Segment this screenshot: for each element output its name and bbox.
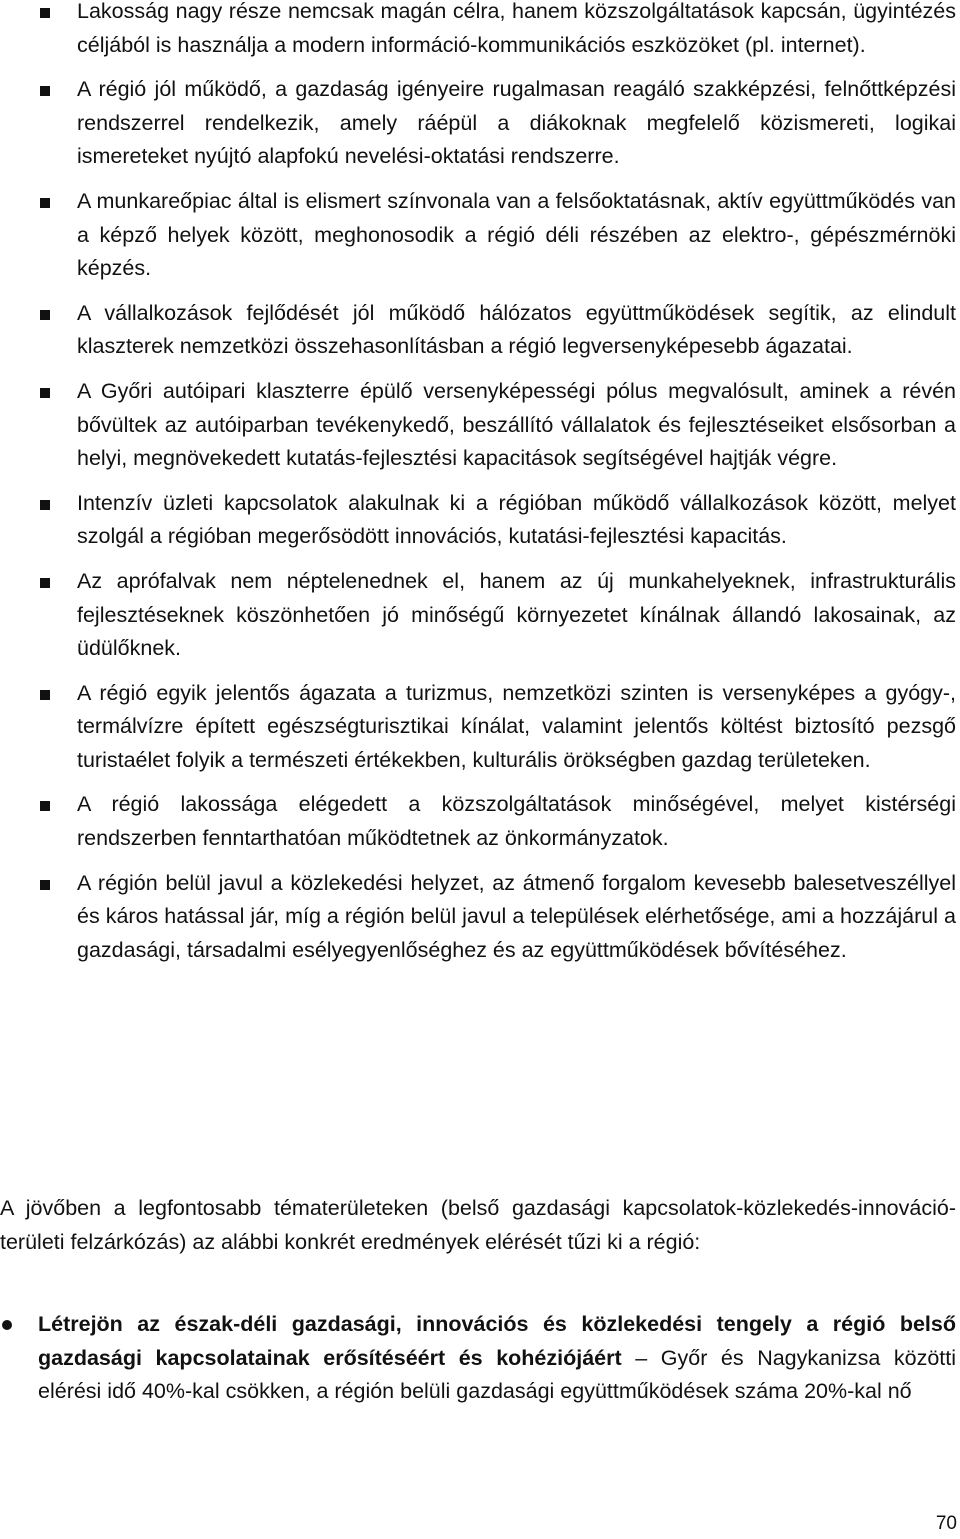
list-item	[0, 185, 960, 286]
page-number: 70	[935, 1513, 957, 1534]
list-item-text: A régió egyik jelentős ágazata a turizmus, nemzetközi szinten is versenyképes a gyógy-, termálvízre épített egészségturisztikai kínálat, valamint jelentős költést biztosító pezsgő turistaélet folyik a természeti értékekben, kulturális örökségben gazdag területeken.	[77, 680, 956, 772]
list-item-text: A régió jól működő, a gazdaság igényeire rugalmasan reagáló szakképzési, felnőttképzési rendszerrel rendelkezik, amely ráépül a diákoknak megfelelő közismereti, logikai ismereteket nyújtó alapfokú nevelési-oktatási rendszerre.	[77, 77, 956, 169]
square-bullet-icon	[40, 578, 50, 588]
square-bullet-icon	[40, 198, 50, 208]
list-item	[0, 1308, 960, 1409]
result-item-bold-text: Létrejön az észak-déli gazdasági, innovációs és közlekedési tengely a régió belső gazdasági kapcsolatainak erősítéséért és kohéziójáért	[38, 1312, 956, 1370]
list-item-text: A vállalkozások fejlődését jól működő hálózatos együttműködések segítik, az elindult klaszterek nemzetközi összehasonlításban a régió legversenyképesebb ágazatai.	[77, 300, 956, 359]
list-item	[0, 487, 960, 554]
list-item	[0, 297, 960, 364]
round-bullet-icon	[2, 1320, 12, 1330]
list-item-text: A régión belül javul a közlekedési helyzet, az átmenő forgalom kevesebb balesetveszéllyel és káros hatással jár, míg a régión belül javul a települések elérhetősége, ami a hozzájárul a gazdasági, társadalmi esélyegyenlőséghez és az együttműködések bővítéséhez.	[77, 870, 956, 962]
list-item	[0, 788, 960, 855]
square-bullet-icon	[40, 880, 50, 890]
list-item	[0, 677, 960, 778]
square-bullet-icon	[40, 86, 50, 96]
list-item-text: A Győri autóipari klaszterre épülő versenyképességi pólus megvalósult, aminek a révén bővültek az autóiparban tevékenykedő, beszállító vállalatok és fejlesztéseiket elsősorban a helyi, megnövekedett kutatás-fejlesztési kapacitások segítségével hajtják végre.	[77, 378, 956, 471]
list-item-text: A munkareőpiac által is elismert színvonala van a felsőoktatásnak, aktív együttműködés van a képző helyek között, meghonosodik a régió déli részében az elektro-, gépészmérnöki képzés.	[77, 188, 956, 281]
list-item-text: Az aprófalvak nem néptelenednek el, hanem az új munkahelyeknek, infrastrukturális fejlesztéseknek köszönhetően jó minőségű környezetet kínálnak állandó lakosainak, az üdülőknek.	[77, 568, 956, 661]
square-bullet-icon	[40, 8, 50, 18]
list-item	[0, 73, 960, 174]
square-bullet-icon	[40, 388, 50, 398]
list-item-text: A régió lakossága elégedett a közszolgáltatások minőségével, melyet kistérségi rendszerben fenntarthatóan működtetnek az önkormányzatok.	[77, 792, 956, 851]
intro-paragraph: A jövőben a legfontosabb tématerületeken (belső gazdasági kapcsolatok-közlekedés-innováció-területi felzárkózás) az alábbi konkrét eredmények elérését tűzi ki a régió:	[0, 1196, 956, 1254]
square-bullet-icon	[40, 310, 50, 320]
square-bullet-icon	[40, 690, 50, 700]
list-item	[0, 375, 960, 476]
square-bullet-icon	[40, 801, 50, 811]
list-item-text: Lakosság nagy része nemcsak magán célra, hanem közszolgáltatások kapcsán, ügyintézés céljából is használja a modern információ-kommunikációs eszközöket (pl. internet).	[77, 0, 956, 57]
list-item	[0, 867, 960, 968]
result-bullet-list	[0, 1308, 960, 1409]
list-item	[0, 0, 960, 62]
square-bullet-icon	[40, 500, 50, 510]
result-item-text: – Győr és Nagykanizsa közötti elérési idő 40%-kal csökken, a régión belüli gazdasági együttműködések száma 20%-kal nő	[38, 1345, 956, 1404]
list-item	[0, 565, 960, 666]
list-item-text: Intenzív üzleti kapcsolatok alakulnak ki a régióban működő vállalkozások között, melyet szolgál a régióban megerősödött innovációs, kutatási-fejlesztési kapacitás.	[77, 490, 956, 549]
